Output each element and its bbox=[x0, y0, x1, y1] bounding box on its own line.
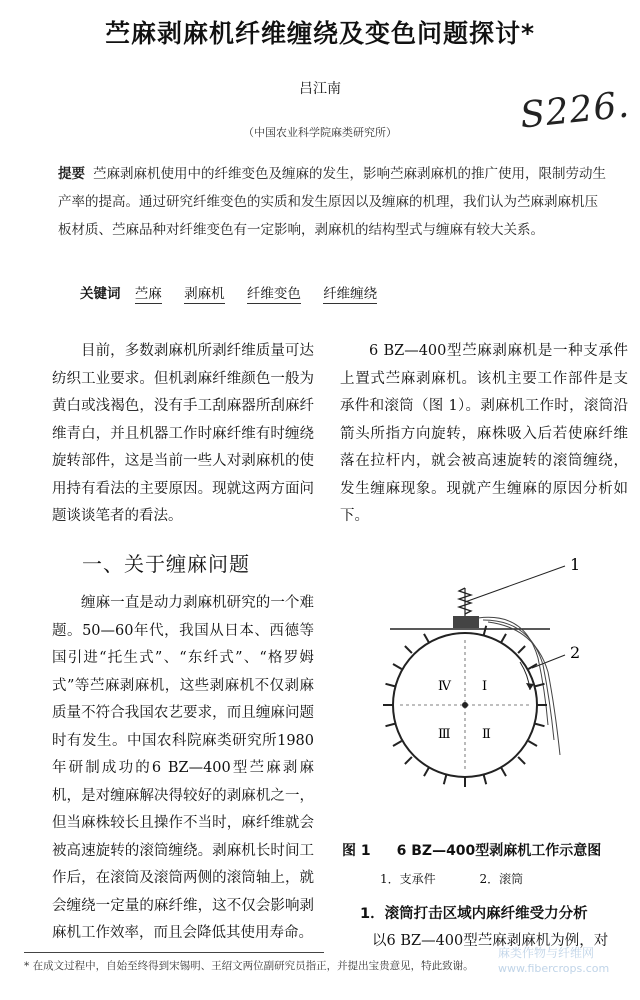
watermark-text: 麻类作物与纤维网 bbox=[498, 946, 595, 960]
figure-label: 图 1 bbox=[342, 843, 371, 859]
legend-item: 1．支承件 bbox=[380, 872, 436, 886]
intro-left-paragraph: 目前，多数剥麻机所剥纤维质量可达纺织工业要求。但机剥麻纤维颜色一般为黄白或浅褐色，没有手工刮麻器所刮麻纤维青白，并且机器工作时麻纤维有时缠绕旋转部件，这是当前一些人对剥麻机的使用持有看法的主要原因。现就这两方面问题谈谈笔者的看法。 bbox=[52, 343, 314, 524]
abstract bbox=[58, 160, 606, 244]
callout-label: 1 bbox=[570, 555, 581, 574]
rotation-arrowhead bbox=[526, 683, 534, 690]
figure-caption-text: 6 BZ—400型剥麻机工作示意图 bbox=[396, 843, 602, 859]
figure-diagram bbox=[380, 540, 640, 840]
callout-line bbox=[465, 566, 565, 602]
footnote: * 在成文过程中，自始至终得到宋锡明、王绍文两位副研究员指正，并提出宝贵意见，特此致谢。 bbox=[24, 960, 474, 972]
quadrant-label: Ⅲ bbox=[438, 727, 451, 742]
author-name: 吕江南 bbox=[299, 81, 341, 97]
keywords-label: 关键词 bbox=[80, 286, 121, 302]
subsection-heading: 1．滚筒打击区域内麻纤维受力分析 bbox=[360, 906, 588, 922]
callout-line bbox=[532, 655, 565, 668]
handwritten-note: S226. bbox=[518, 84, 632, 137]
section-paragraph: 缠麻一直是动力剥麻机研究的一个难题。50—60年代，我国从日本、西德等国引进“托生式”、“东纤式”、“格罗姆式”等苎麻剥麻机，这些剥麻机不仅剥麻质量不符合我国农艺要求，而且缠麻问题时有发生。中国农科院麻类研究所1980年研制成功的6 BZ—400型苎麻剥麻机，是对缠麻解决得较好的剥麻机之一，但当麻株较长且操作不当时，麻纤维就会被高速旋转的滚筒缠绕。剥麻机长时间工作后，在滚筒及滚筒两侧的滚筒轴上，就会缠绕一定量的麻纤维，这不仅会影响剥麻机工作效率，而且会降低其使用寿命。 bbox=[52, 595, 314, 941]
keyword: 苎麻 bbox=[135, 282, 162, 304]
figure-legend bbox=[380, 870, 563, 887]
subsection-paragraph: 以6 BZ—400型苎麻剥麻机为例，对 bbox=[372, 933, 609, 949]
abstract-text: 苎麻剥麻机使用中的纤维变色及缠麻的发生，影响苎麻剥麻机的推广使用，限制劳动生产率的提高。通过研究纤维变色的实质和发生原因以及缠麻的机理，我们认为苎麻剥麻机压板材质、苎麻品种对纤维变色有一定影响，剥麻机的结构型式与缠麻有较大关系。 bbox=[58, 166, 606, 238]
paper-title: 苎麻剥麻机纤维缠绕及变色问题探讨* bbox=[104, 19, 536, 48]
keywords bbox=[80, 282, 395, 304]
keyword: 纤维变色 bbox=[247, 282, 301, 304]
quadrant-label: Ⅳ bbox=[438, 679, 451, 694]
watermark-url: www.fibercrops.com bbox=[498, 962, 610, 975]
keyword: 纤维缠绕 bbox=[323, 282, 377, 304]
legend-item: 2．滚筒 bbox=[479, 872, 524, 886]
quadrant-label: Ⅰ bbox=[482, 679, 488, 694]
support-block bbox=[453, 616, 479, 628]
section-heading: 一、关于缠麻问题 bbox=[82, 552, 250, 576]
callout-label: 2 bbox=[570, 643, 581, 662]
intro-right-paragraph: 6 BZ—400型苎麻剥麻机是一种支承件上置式苎麻剥麻机。该机主要工作部件是支承件和滚筒（图 1）。剥麻机工作时，滚筒沿箭头所指方向旋转，麻株吸入后若使麻纤维落在拉杆内，就会被高速旋转的滚筒缠绕，发生缠麻现象。现就产生缠麻的原因分析如下。 bbox=[340, 343, 628, 524]
footnote-divider bbox=[24, 952, 324, 953]
quadrant-label: Ⅱ bbox=[482, 727, 491, 742]
figure-caption bbox=[342, 840, 601, 860]
abstract-label: 提要 bbox=[58, 166, 85, 182]
drum-axle bbox=[462, 702, 468, 708]
keyword: 剥麻机 bbox=[184, 282, 225, 304]
author-affiliation: （中国农业科学院麻类研究所） bbox=[243, 126, 397, 139]
